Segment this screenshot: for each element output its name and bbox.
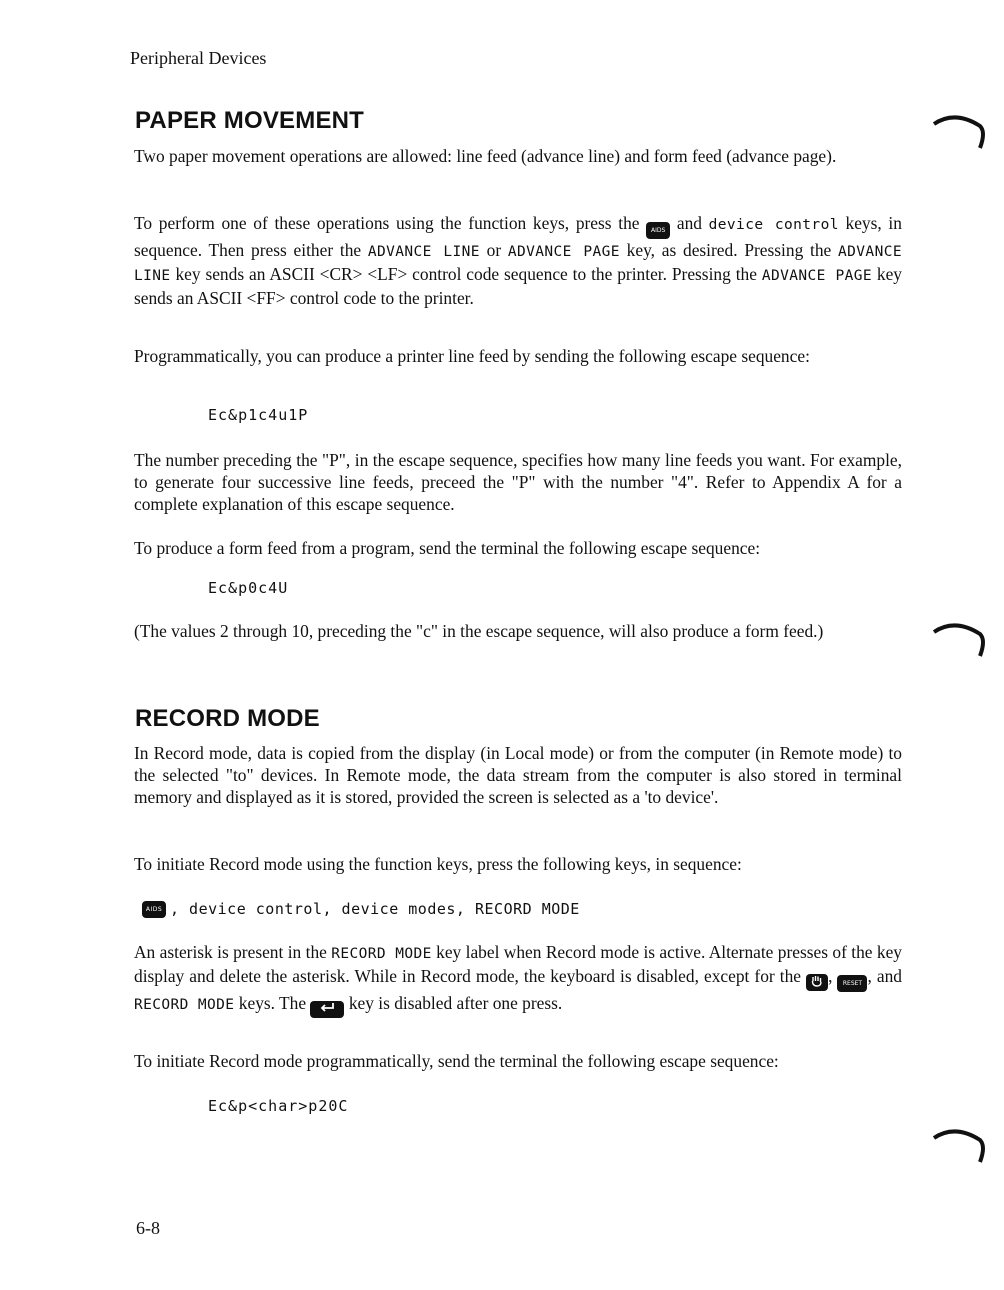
escape-sequence: Ec&p<char>p20C	[208, 1097, 349, 1115]
key-sequence-text: , device control, device modes, RECORD MODE	[170, 900, 580, 918]
paragraph: To initiate Record mode using the function keys, press the following keys, in sequence:	[134, 854, 742, 874]
paragraph: Two paper movement operations are allowed: line feed (advance line) and form feed (advance page).	[134, 146, 837, 166]
section-title-paper-movement: PAPER MOVEMENT	[135, 107, 365, 134]
paragraph: An asterisk is present in the RECORD MODE key label when Record mode is active. Alternate presses of the key display and delete the asterisk. While in Record mode, the keyboard is disabled, except for the , RESET , and RECORD MODE keys. The key is disabled after one press.	[134, 941, 902, 1018]
paragraph: To produce a form feed from a program, send the terminal the following escape sequence:	[134, 538, 761, 558]
stop-key-icon	[806, 974, 828, 991]
reset-key-icon: RESET	[837, 975, 867, 992]
margin-mark-icon	[930, 612, 990, 662]
key-sequence	[142, 900, 580, 918]
escape-sequence: Ec&p0c4U	[208, 579, 289, 597]
section-title-record-mode: RECORD MODE	[135, 705, 320, 732]
running-head: Peripheral Devices	[130, 48, 267, 68]
aids-key-icon: AIDS	[142, 901, 166, 918]
paragraph: Programmatically, you can produce a printer line feed by sending the following escape sequence:	[134, 346, 810, 366]
page-number: 6-8	[136, 1218, 160, 1238]
margin-mark-icon	[930, 1118, 990, 1168]
escape-sequence: Ec&p1c4u1P	[208, 406, 309, 424]
paragraph: To initiate Record mode programmatically, send the terminal the following escape sequence:	[134, 1051, 779, 1071]
aids-key-icon: AIDS	[646, 222, 670, 239]
return-key-icon	[310, 1001, 344, 1018]
margin-mark-icon	[930, 104, 990, 154]
paragraph: In Record mode, data is copied from the display (in Local mode) or from the computer (in Remote mode) to the selected "to" devices. In Remote mode, the data stream from the computer is also stored in terminal memory and displayed as it is stored, provided the screen is selected as a 'to device'.	[134, 743, 902, 807]
paragraph: To perform one of these operations using the function keys, press the AIDS and device control keys, in sequence. Then press either the ADVANCE LINE or ADVANCE PAGE key, as desired. Pressing the ADVANCE LINE key sends an ASCII <CR> <LF> control code sequence to the printer. Pressing the ADVANCE PAGE key sends an ASCII <FF> control code to the printer.	[134, 213, 902, 308]
paragraph: The number preceding the "P", in the escape sequence, specifies how many line feeds you want. For example, to generate four successive line feeds, preceed the "P" with the number "4". Refer to Appendix A for a complete explanation of this escape sequence.	[134, 450, 902, 514]
paragraph: (The values 2 through 10, preceding the "c" in the escape sequence, will also produce a form feed.)	[134, 621, 824, 641]
